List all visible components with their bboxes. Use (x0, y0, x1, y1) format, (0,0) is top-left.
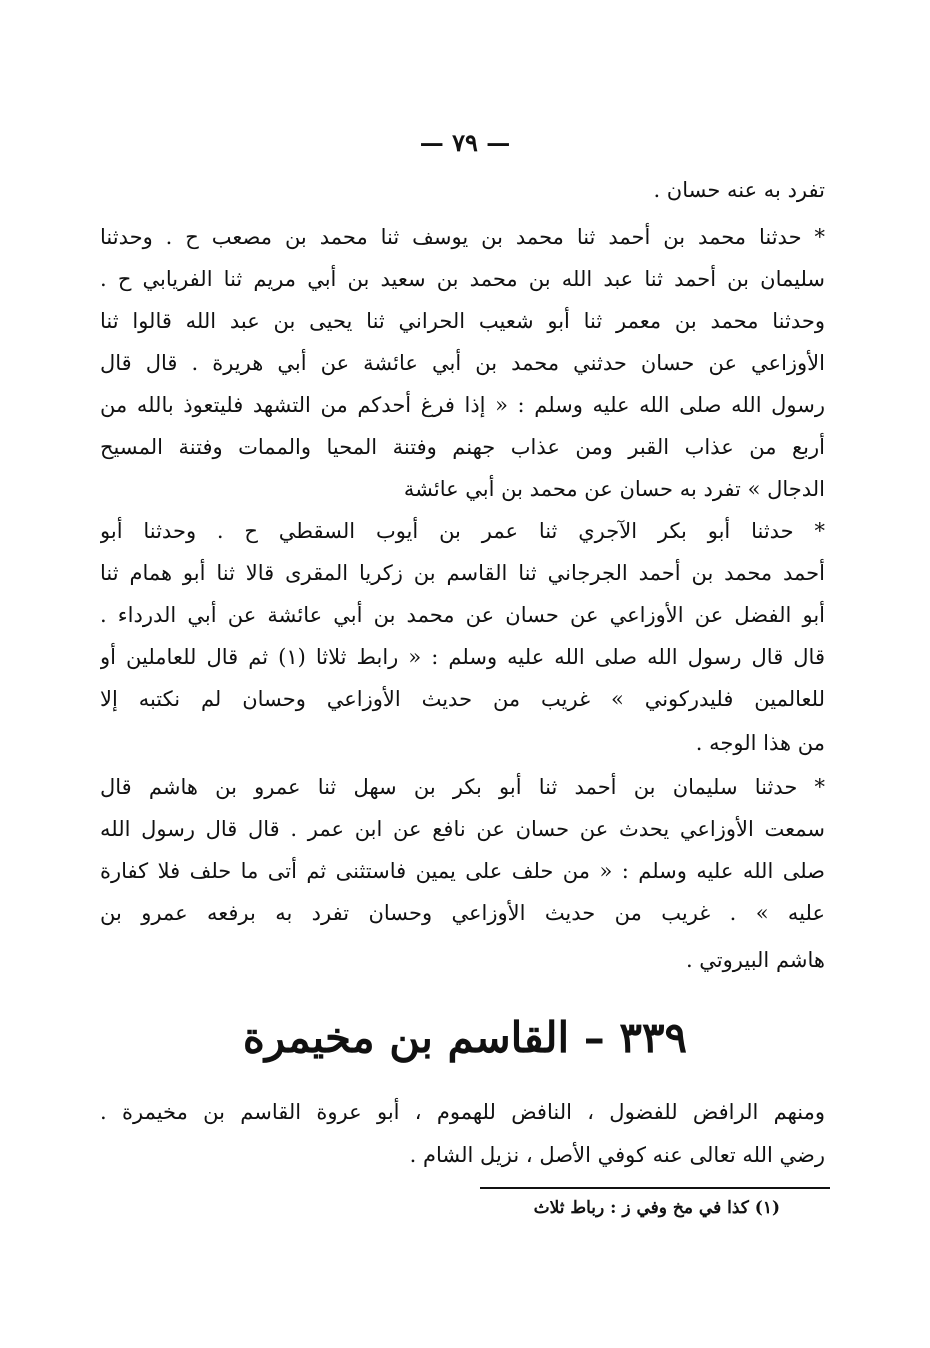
page-number: — ٧٩ — (419, 128, 511, 157)
text-line: أبو الفضل عن الأوزاعي عن حسان عن محمد بن أبي عائشة عن أبي الدرداء . (100, 603, 825, 627)
bio-line: رضي الله تعالى عنه كوفي الأصل ، نزيل الشام . (409, 1143, 825, 1167)
text-line: * حدثنا أبو بكر الآجري ثنا عمر بن أيوب السقطي ح . وحدثنا أبو (100, 519, 825, 543)
text-line: سليمان بن أحمد ثنا عبد الله بن محمد بن سعيد بن أبي مريم ثنا الفريابي ح . (100, 267, 825, 291)
text-line: رسول الله صلى الله عليه وسلم : « إذا فرغ أحدكم من التشهد فليتعوذ بالله من (100, 393, 825, 417)
text-line: صلى الله عليه وسلم : « من حلف على يمين فاستثنى ثم أتى ما حلف فلا كفارة (100, 859, 825, 883)
text-line: أحمد محمد بن أحمد الجرجاني ثنا القاسم بن زكريا المقرى قالا ثنا أبو همام ثنا (100, 561, 825, 585)
footnote-divider (480, 1187, 830, 1189)
text-line: الأوزاعي عن حسان حدثني محمد بن أبي عائشة عن أبي هريرة . قال قال (100, 351, 825, 375)
text-line: * حدثنا محمد بن أحمد ثنا محمد بن يوسف ثنا محمد بن مصعب ح . وحدثنا (100, 225, 825, 249)
text-line: أربع من عذاب القبر ومن عذاب جهنم وفتنة المحيا والممات وفتنة المسيح (100, 435, 825, 459)
text-line: للعالمين فليدركوني » غريب من حديث الأوزاعي وحسان لم نكتبه إلا (100, 687, 825, 711)
text-line: الدجال » تفرد به حسان عن محمد بن أبي عائشة (403, 477, 825, 501)
text-line: * حدثنا سليمان بن أحمد ثنا أبو بكر بن سهل ثنا عمرو بن هاشم قال (100, 775, 825, 799)
bio-line: ومنهم الرافض للفضول ، النافض للهموم ، أبو عروة القاسم بن مخيمرة . (100, 1100, 825, 1124)
text-line: من هذا الوجه . (695, 731, 825, 755)
text-line: تفرد به عنه حسان . (653, 178, 825, 202)
text-line: هاشم البيروتي . (685, 948, 825, 972)
text-line: عليه » . غريب من حديث الأوزاعي وحسان تفرد به برفعه عمرو بن (100, 901, 825, 925)
text-line: وحدثنا محمد بن معمر ثنا أبو شعيب الحراني ثنا يحيى بن عبد الله قالوا ثنا (100, 309, 825, 333)
chapter-heading: ٣٣٩ – القاسم بن مخيمرة (242, 1013, 688, 1062)
footnote: (١) كذا في مخ وفي ز : رباط ثلاث (533, 1198, 780, 1218)
text-line: قال قال رسول الله صلى الله عليه وسلم : « رابط ثلاثا (١) ثم قال للعاملين أو (100, 645, 825, 669)
text-line: سمعت الأوزاعي يحدث عن حسان عن نافع عن ابن عمر . قال قال رسول الله (100, 817, 825, 841)
